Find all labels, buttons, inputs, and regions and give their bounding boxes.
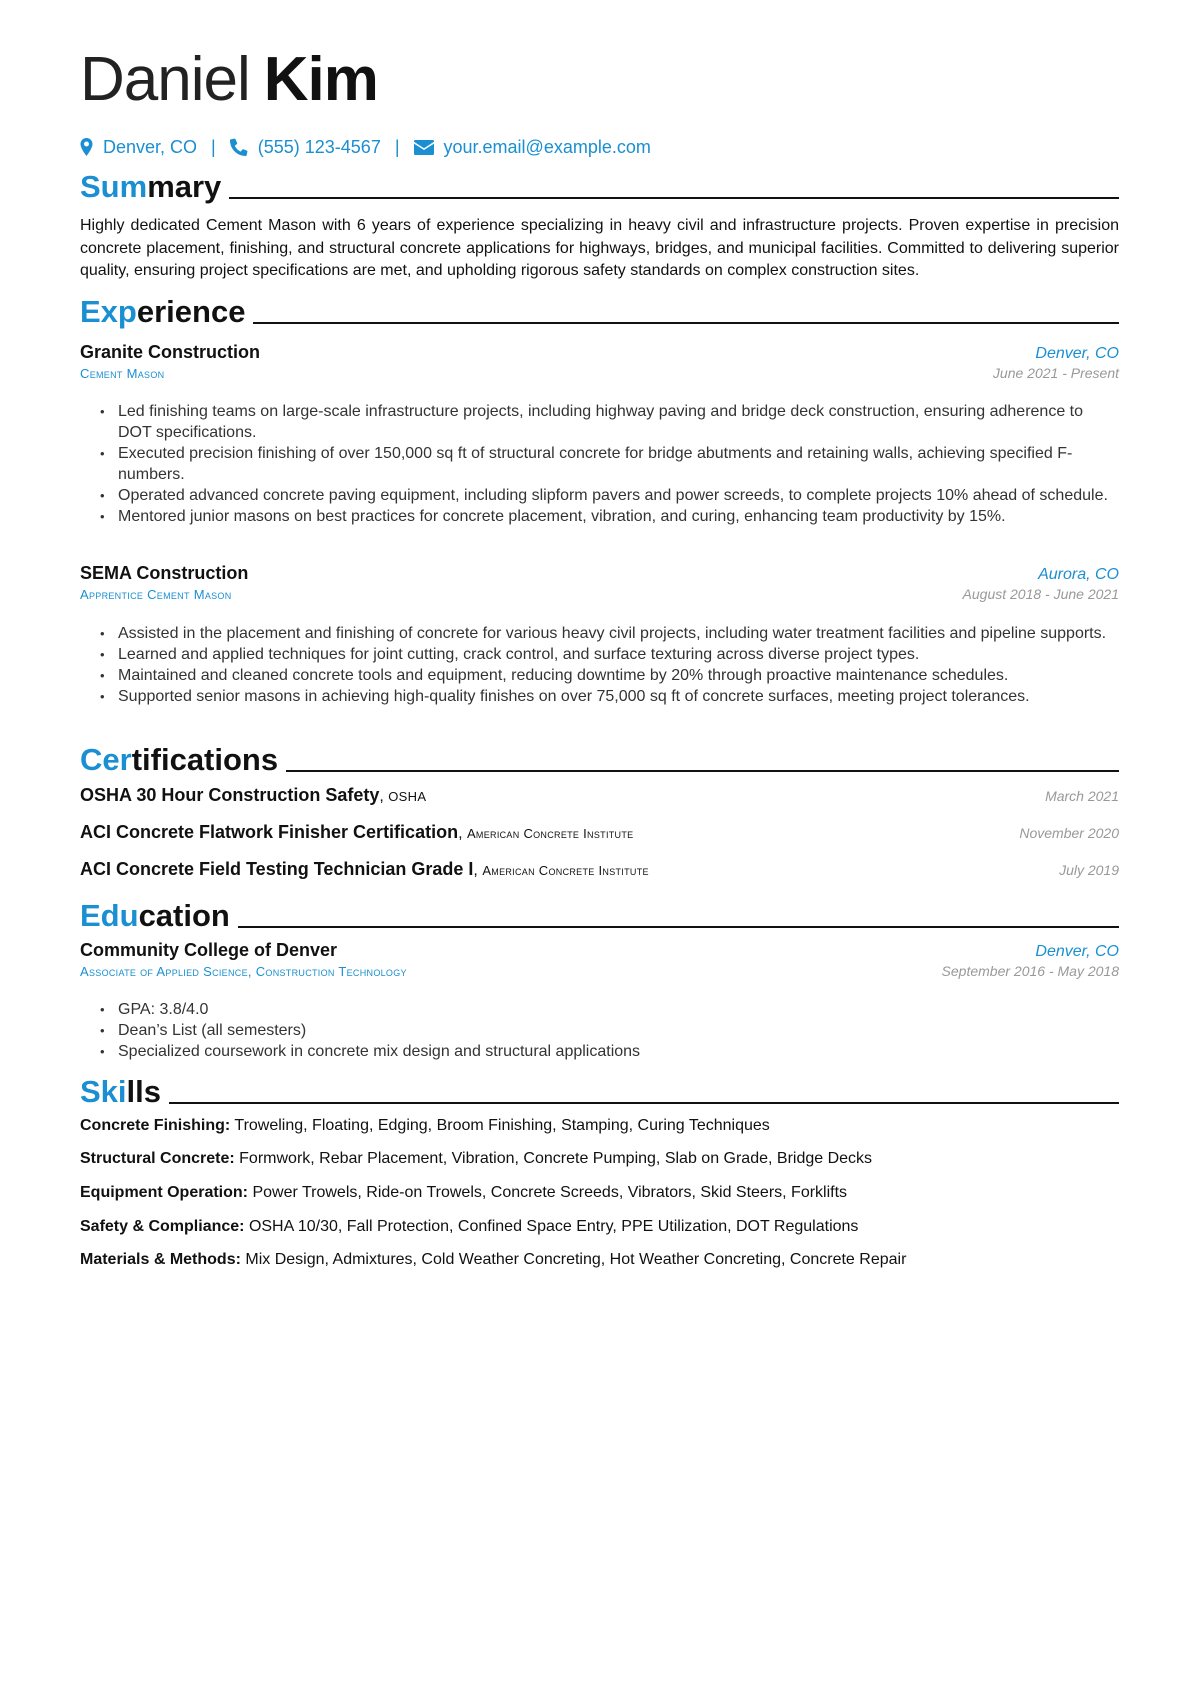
certification-item: ACI Concrete Field Testing Technician Grade I, American Concrete Institute July 2019 [80, 859, 1119, 879]
email-link[interactable]: your.email@example.com [443, 136, 651, 157]
skill-row [80, 1150, 1119, 1168]
skill-value: Formwork, Rebar Placement, Vibration, Concrete Pumping, Slab on Grade, Bridge Decks [239, 1150, 873, 1167]
section-title: Certifications [80, 742, 279, 777]
degree-name: Associate of Applied Science, Construction Technology [80, 964, 407, 979]
list-item: • Operated advanced concrete paving equipment, including slipform pavers and power screeds, to complete projects 10% ahead of schedule. [118, 485, 1118, 506]
section-rule [253, 322, 1119, 324]
skill-value: Mix Design, Admixtures, Cold Weather Concreting, Hot Weather Concreting, Concrete Repair [245, 1251, 907, 1268]
skill-value: Troweling, Floating, Edging, Broom Finishing, Stamping, Curing Techniques [234, 1117, 770, 1134]
job-dates: June 2021 - Present [992, 365, 1119, 381]
skill-label: Materials & Methods: [80, 1251, 241, 1268]
certification-name: ACI Concrete Field Testing Technician Grade I [80, 859, 474, 879]
certification-issuer: OSHA [388, 789, 427, 804]
contact-separator: | [211, 136, 216, 157]
education-heading [80, 894, 1119, 934]
list-item: • Mentored junior masons on best practices for concrete placement, vibration, and curing, enhancing team productivity by 15%. [118, 506, 1118, 527]
section-title: Experience [80, 294, 246, 329]
certification-issuer: American Concrete Institute [482, 863, 649, 878]
school-location: Denver, CO [1035, 943, 1119, 960]
list-item: • Assisted in the placement and finishing of concrete for various heavy civil projects, including water treatment facilities and pipeline supports. [118, 623, 1118, 644]
contact-phone[interactable] [230, 137, 381, 158]
list-item: • Maintained and cleaned concrete tools and equipment, reducing downtime by 20% through proactive maintenance schedules. [118, 665, 1118, 686]
skill-row [80, 1251, 1119, 1269]
certification-date: March 2021 [1045, 788, 1119, 804]
list-item: • Executed precision finishing of over 150,000 sq ft of structural concrete for bridge abutments and retaining walls, achieving specified F-numbers. [118, 443, 1118, 485]
job-title: Apprentice Cement Mason [80, 587, 232, 602]
certification-date: July 2019 [1059, 862, 1119, 878]
job-location: Denver, CO [1035, 345, 1119, 362]
certification-item: ACI Concrete Flatwork Finisher Certification, American Concrete Institute November 2020 [80, 822, 1119, 842]
contact-info [80, 132, 651, 162]
skill-label: Concrete Finishing: [80, 1117, 231, 1134]
contact-email[interactable] [414, 137, 651, 158]
list-item: • Learned and applied techniques for joint cutting, crack control, and surface texturing across diverse project types. [118, 644, 1118, 665]
job-location: Aurora, CO [1038, 566, 1119, 583]
section-title: Summary [80, 169, 222, 204]
skill-value: OSHA 10/30, Fall Protection, Confined Space Entry, PPE Utilization, DOT Regulations [248, 1218, 859, 1235]
phone-icon [230, 138, 248, 156]
skill-value: Power Trowels, Ride-on Trowels, Concrete Screeds, Vibrators, Skid Steers, Forklifts [252, 1184, 848, 1201]
company-name: Granite Construction [80, 342, 261, 362]
first-name: Daniel [80, 45, 250, 114]
company-name: SEMA Construction [80, 563, 249, 583]
school-name: Community College of Denver [80, 940, 338, 960]
job-dates: August 2018 - June 2021 [962, 586, 1119, 602]
skill-label: Safety & Compliance: [80, 1218, 245, 1235]
certification-name: OSHA 30 Hour Construction Safety [80, 785, 380, 805]
experience-entry [80, 563, 1119, 602]
skills-heading [80, 1070, 1119, 1110]
certifications-heading [80, 738, 1119, 778]
section-rule [229, 197, 1119, 199]
section-title: Skills [80, 1074, 161, 1109]
summary-text: Highly dedicated Cement Mason with 6 years of experience specializing in heavy civil and infrastructure projects. Proven expertise in precision concrete placement, finishing, and structural concrete applications for highways, bridges, and municipal facilities. Committed to delivering superior quality, ensuring project specifications are met, and upholding rigorous safety standards on complex construction sites. [80, 217, 1119, 279]
section-title: Education [80, 898, 230, 933]
location-text: Denver, CO [103, 136, 198, 157]
phone-text: (555) 123-4567 [257, 136, 381, 157]
list-item: • Specialized coursework in concrete mix design and structural applications [118, 1041, 1118, 1062]
education-bullets [118, 999, 1118, 1062]
envelope-icon [414, 140, 434, 155]
list-item: • GPA: 3.8/4.0 [118, 999, 1118, 1020]
last-name: Kim [263, 45, 378, 114]
candidate-name [80, 40, 378, 120]
job-title: Cement Mason [80, 366, 165, 381]
section-rule [238, 926, 1119, 928]
skill-label: Structural Concrete: [80, 1150, 235, 1167]
experience-entry [80, 342, 1119, 381]
skill-label: Equipment Operation: [80, 1184, 248, 1201]
list-item: • Led finishing teams on large-scale infrastructure projects, including highway paving and bridge deck construction, ensuring adherence to DOT specifications. [118, 401, 1118, 443]
experience-bullets [118, 623, 1118, 707]
list-item: • Supported senior masons in achieving high-quality finishes on over 75,000 sq ft of concrete surfaces, meeting project tolerances. [118, 686, 1118, 707]
certification-date: November 2020 [1019, 825, 1119, 841]
map-marker-icon [80, 138, 93, 156]
education-dates: September 2016 - May 2018 [941, 963, 1119, 979]
section-rule [169, 1102, 1119, 1104]
contact-separator: | [394, 136, 400, 157]
certification-issuer: American Concrete Institute [466, 826, 634, 841]
certification-item: OSHA 30 Hour Construction Safety, OSHA March 2021 [80, 785, 1119, 805]
section-rule [286, 770, 1119, 772]
experience-heading [80, 290, 1119, 330]
summary-heading [80, 165, 1119, 205]
certification-name: ACI Concrete Flatwork Finisher Certification [80, 822, 459, 842]
skill-row [80, 1117, 1119, 1135]
education-entry [80, 940, 1119, 979]
contact-location [80, 137, 197, 158]
experience-bullets [118, 401, 1118, 527]
skill-row [80, 1184, 1119, 1202]
list-item: • Dean’s List (all semesters) [118, 1020, 1118, 1041]
skill-row [80, 1218, 1119, 1236]
